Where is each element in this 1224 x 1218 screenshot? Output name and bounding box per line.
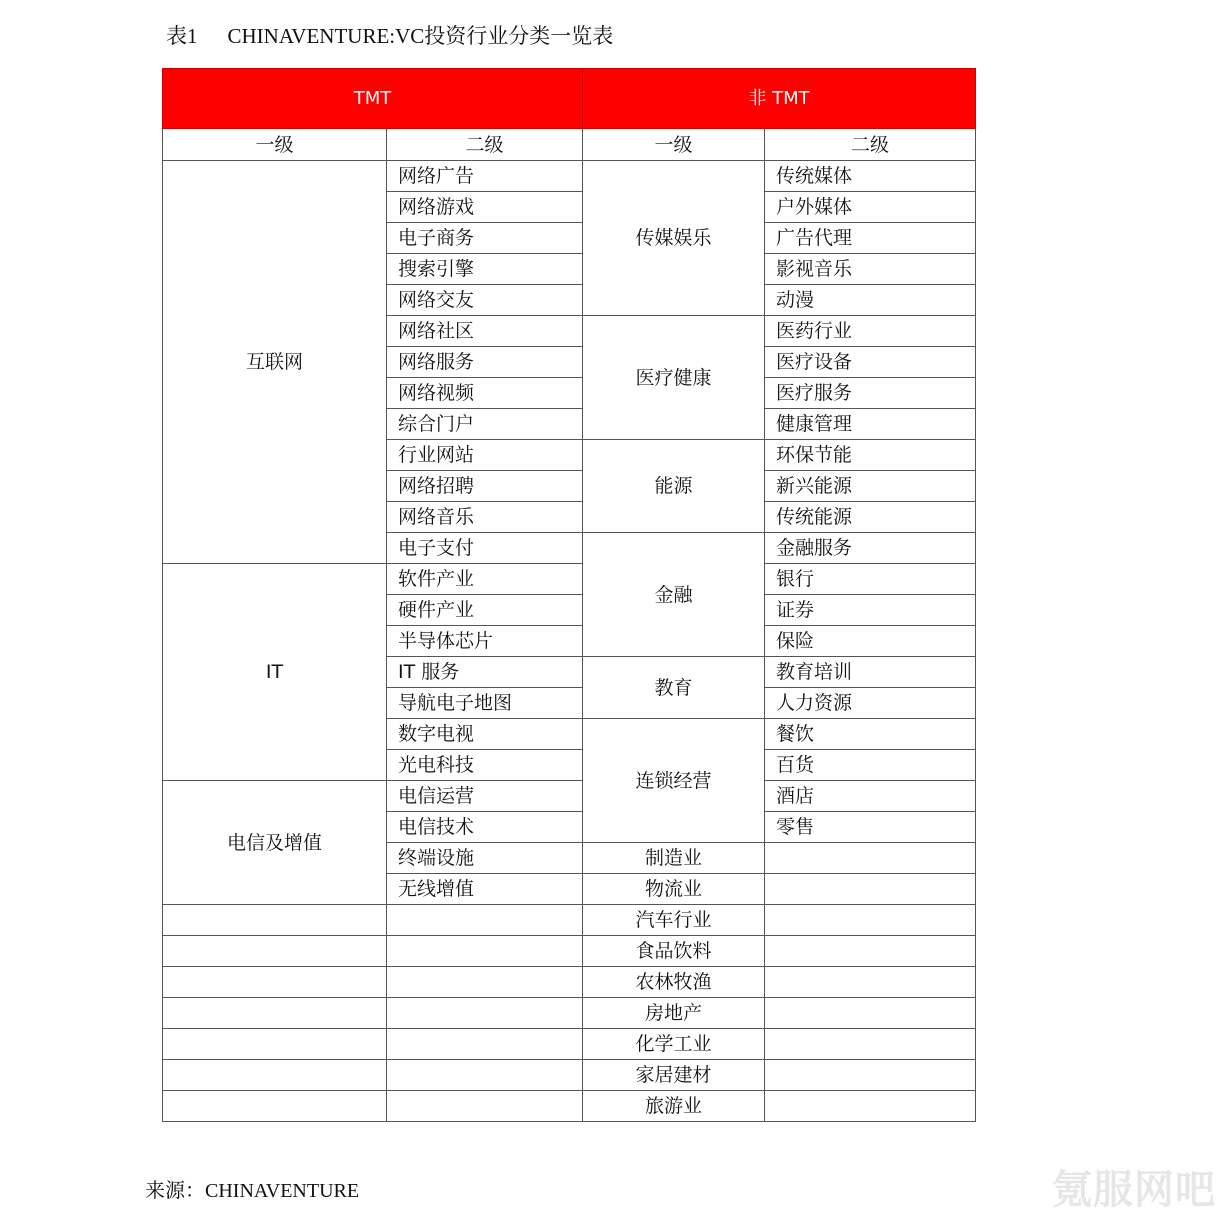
column-header-tmt-level1: 一级 (163, 129, 387, 161)
table-body (163, 69, 976, 1122)
non-tmt-level1-cell: 汽车行业 (583, 905, 765, 936)
tmt-level2-cell: 软件产业 (387, 564, 583, 595)
table-row (163, 1060, 976, 1091)
tmt-level2-cell: 综合门户 (387, 409, 583, 440)
column-header-non-tmt-level2: 二级 (765, 129, 976, 161)
group-header-tmt: TMT (163, 69, 583, 129)
tmt-level1-cell (163, 998, 387, 1029)
group-header-row (163, 69, 976, 129)
tmt-level2-cell: 终端设施 (387, 843, 583, 874)
tmt-level1-cell (163, 1060, 387, 1091)
tmt-level2-cell: 网络音乐 (387, 502, 583, 533)
non-tmt-level1-cell: 食品饮料 (583, 936, 765, 967)
non-tmt-level2-cell: 零售 (765, 812, 976, 843)
tmt-level2-cell (387, 1091, 583, 1122)
tmt-level2-cell: 无线增值 (387, 874, 583, 905)
tmt-level2-cell: 半导体芯片 (387, 626, 583, 657)
table-row (163, 161, 976, 192)
non-tmt-level1-cell: 化学工业 (583, 1029, 765, 1060)
non-tmt-level2-cell: 健康管理 (765, 409, 976, 440)
tmt-level2-cell: 网络社区 (387, 316, 583, 347)
table-row (163, 998, 976, 1029)
non-tmt-level2-cell: 教育培训 (765, 657, 976, 688)
non-tmt-level2-cell: 广告代理 (765, 223, 976, 254)
non-tmt-level2-cell: 医疗服务 (765, 378, 976, 409)
table-row (163, 905, 976, 936)
non-tmt-level1-cell: 连锁经营 (583, 719, 765, 843)
non-tmt-level1-cell: 能源 (583, 440, 765, 533)
tmt-level1-cell: 互联网 (163, 161, 387, 564)
tmt-level2-cell: 光电科技 (387, 750, 583, 781)
table-caption-title: CHINAVENTURE:VC投资行业分类一览表 (227, 24, 614, 48)
tmt-level2-cell: 网络服务 (387, 347, 583, 378)
non-tmt-level2-cell (765, 936, 976, 967)
table-row (163, 564, 976, 595)
non-tmt-level2-cell: 保险 (765, 626, 976, 657)
column-header-non-tmt-level1: 一级 (583, 129, 765, 161)
tmt-level2-cell: 网络招聘 (387, 471, 583, 502)
tmt-level2-cell: IT 服务 (387, 657, 583, 688)
table-row (163, 781, 976, 812)
non-tmt-level2-cell: 证券 (765, 595, 976, 626)
non-tmt-level1-cell: 制造业 (583, 843, 765, 874)
tmt-level2-cell (387, 1029, 583, 1060)
non-tmt-level2-cell (765, 967, 976, 998)
tmt-level2-cell: 搜索引擎 (387, 254, 583, 285)
non-tmt-level2-cell (765, 874, 976, 905)
watermark-logo: 氪服网吧 (1052, 1167, 1216, 1213)
non-tmt-level2-cell: 新兴能源 (765, 471, 976, 502)
non-tmt-level1-cell: 传媒娱乐 (583, 161, 765, 316)
industry-classification-table (162, 68, 976, 1122)
non-tmt-level2-cell (765, 1060, 976, 1091)
tmt-level2-cell: 导航电子地图 (387, 688, 583, 719)
tmt-level2-cell (387, 1060, 583, 1091)
non-tmt-level1-cell: 金融 (583, 533, 765, 657)
non-tmt-level2-cell: 医药行业 (765, 316, 976, 347)
tmt-level2-cell: 网络广告 (387, 161, 583, 192)
tmt-level2-cell (387, 936, 583, 967)
tmt-level1-cell (163, 936, 387, 967)
tmt-level2-cell: 数字电视 (387, 719, 583, 750)
tmt-level2-cell: 硬件产业 (387, 595, 583, 626)
non-tmt-level2-cell: 餐饮 (765, 719, 976, 750)
column-header-tmt-level2: 二级 (387, 129, 583, 161)
non-tmt-level1-cell: 家居建材 (583, 1060, 765, 1091)
non-tmt-level1-cell: 物流业 (583, 874, 765, 905)
non-tmt-level2-cell: 医疗设备 (765, 347, 976, 378)
non-tmt-level2-cell: 传统能源 (765, 502, 976, 533)
tmt-level1-cell: 电信及增值 (163, 781, 387, 905)
table-caption-label: 表1 (166, 24, 198, 48)
table-row (163, 967, 976, 998)
tmt-level1-cell (163, 905, 387, 936)
non-tmt-level2-cell: 人力资源 (765, 688, 976, 719)
tmt-level2-cell (387, 998, 583, 1029)
tmt-level1-cell (163, 1029, 387, 1060)
source-note: 来源：CHINAVENTURE (145, 1180, 360, 1202)
non-tmt-level2-cell: 酒店 (765, 781, 976, 812)
tmt-level2-cell: 网络视频 (387, 378, 583, 409)
tmt-level2-cell: 电信技术 (387, 812, 583, 843)
non-tmt-level2-cell (765, 1029, 976, 1060)
tmt-level2-cell (387, 905, 583, 936)
tmt-level2-cell: 电子支付 (387, 533, 583, 564)
tmt-level1-cell (163, 1091, 387, 1122)
table-row (163, 1091, 976, 1122)
non-tmt-level2-cell: 银行 (765, 564, 976, 595)
non-tmt-level2-cell (765, 1091, 976, 1122)
tmt-level1-cell: IT (163, 564, 387, 781)
non-tmt-level2-cell: 动漫 (765, 285, 976, 316)
non-tmt-level2-cell: 环保节能 (765, 440, 976, 471)
table-row (163, 936, 976, 967)
non-tmt-level1-cell: 医疗健康 (583, 316, 765, 440)
tmt-level2-cell: 电子商务 (387, 223, 583, 254)
non-tmt-level2-cell (765, 843, 976, 874)
table-caption (166, 20, 613, 50)
tmt-level2-cell: 行业网站 (387, 440, 583, 471)
tmt-level2-cell: 网络交友 (387, 285, 583, 316)
non-tmt-level2-cell: 百货 (765, 750, 976, 781)
non-tmt-level2-cell: 户外媒体 (765, 192, 976, 223)
non-tmt-level2-cell (765, 905, 976, 936)
non-tmt-level2-cell: 传统媒体 (765, 161, 976, 192)
non-tmt-level1-cell: 房地产 (583, 998, 765, 1029)
tmt-level2-cell: 电信运营 (387, 781, 583, 812)
column-header-row (163, 129, 976, 161)
non-tmt-level1-cell: 教育 (583, 657, 765, 719)
non-tmt-level2-cell: 金融服务 (765, 533, 976, 564)
tmt-level2-cell: 网络游戏 (387, 192, 583, 223)
non-tmt-level2-cell: 影视音乐 (765, 254, 976, 285)
tmt-level2-cell (387, 967, 583, 998)
non-tmt-level1-cell: 旅游业 (583, 1091, 765, 1122)
table-row (163, 1029, 976, 1060)
group-header-non-tmt: 非 TMT (583, 69, 976, 129)
tmt-level1-cell (163, 967, 387, 998)
non-tmt-level2-cell (765, 998, 976, 1029)
non-tmt-level1-cell: 农林牧渔 (583, 967, 765, 998)
